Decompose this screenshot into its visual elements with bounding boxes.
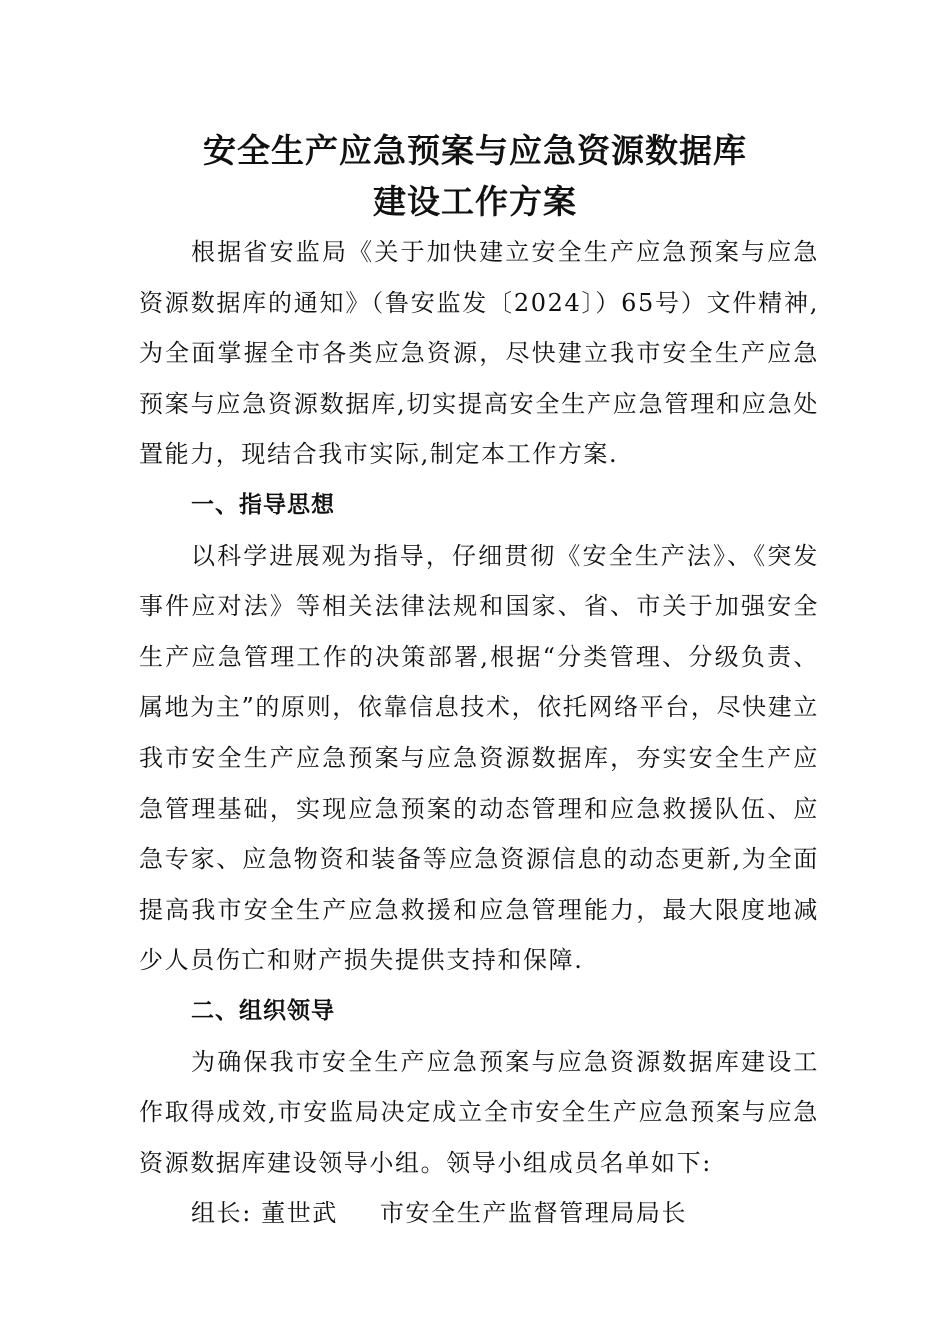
section-2-paragraph: 为确保我市安全生产应急预案与应急资源数据库建设工作取得成效,市安监局决定成立全市安全生产应急预案与应急资源数据库建设领导小组。领导小组成员名单如下: [139, 1047, 819, 1177]
leader-title: 市安全生产监督管理局局长 [379, 1199, 688, 1228]
document-title-line-1: 安全生产应急预案与应急资源数据库 [203, 131, 747, 170]
leader-role: 组长: 董世武 [191, 1199, 338, 1228]
section-2-heading: 二、组织领导 [191, 997, 335, 1024]
leader-entry [139, 1188, 819, 1239]
document-title-line-2: 建设工作方案 [373, 182, 577, 221]
document-body [139, 227, 819, 1239]
section-1-heading: 一、指导思想 [191, 491, 335, 518]
intro-paragraph: 根据省安监局《关于加快建立安全生产应急预案与应急资源数据库的通知》（鲁安监发〔2024〕）65号）文件精神,为全面掌握全市各类应急资源，尽快建立我市安全生产应急预案与应急资源数据库,切实提高安全生产应急管理和应急处置能力，现结合我市实际,制定本工作方案. [139, 238, 819, 469]
section-1-paragraph: 以科学进展观为指导，仔细贯彻《安全生产法》、《突发事件应对法》等相关法律法规和国家、省、市关于加强安全生产应急管理工作的决策部署,根据“分类管理、分级负责、属地为主”的原则，依靠信息技术，依托网络平台，尽快建立我市安全生产应急预案与应急资源数据库，夯实安全生产应急管理基础，实现应急预案的动态管理和应急救援队伍、应急专家、应急物资和装备等应急资源信息的动态更新,为全面提高我市安全生产应急救援和应急管理能力，最大限度地减少人员伤亡和财产损失提供支持和保障. [139, 541, 819, 975]
